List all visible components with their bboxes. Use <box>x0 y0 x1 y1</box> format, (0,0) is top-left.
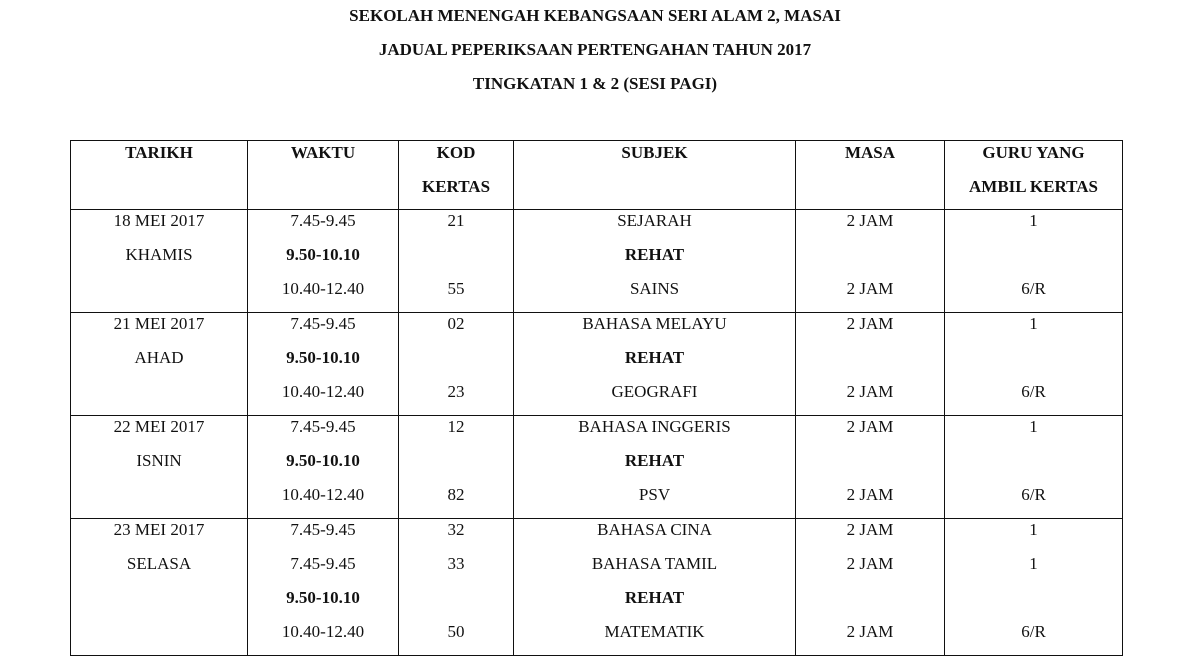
subjek-value: REHAT <box>624 451 685 470</box>
kod-value: 12 <box>447 417 465 436</box>
masa-value: 2 JAM <box>846 520 894 539</box>
date-cell <box>71 210 248 313</box>
paper-code-cell <box>399 416 514 519</box>
duration-cell <box>796 519 945 656</box>
kod-value: 55 <box>447 279 465 298</box>
kod-value <box>399 450 513 484</box>
subject-cell <box>514 519 796 656</box>
waktu-value: 7.45-9.45 <box>290 554 356 573</box>
exam-day: AHAD <box>134 348 184 367</box>
teacher-cell <box>945 313 1123 416</box>
subjek-value: SEJARAH <box>617 211 692 230</box>
kod-value: 32 <box>447 520 465 539</box>
masa-value: 2 JAM <box>846 382 894 401</box>
exam-date: 21 MEI 2017 <box>113 314 205 333</box>
paper-code-cell <box>399 210 514 313</box>
exam-day: SELASA <box>126 554 192 573</box>
time-cell <box>248 210 399 313</box>
kod-value: 23 <box>447 382 465 401</box>
kod-value: 21 <box>447 211 465 230</box>
waktu-value: 10.40-12.40 <box>281 485 365 504</box>
waktu-value: 7.45-9.45 <box>290 417 356 436</box>
guru-value: 1 <box>1029 417 1038 436</box>
waktu-value: 7.45-9.45 <box>290 211 356 230</box>
masa-value <box>796 450 944 484</box>
duration-cell <box>796 210 945 313</box>
header-kod-kertas: KOD KERTAS <box>399 141 514 210</box>
table-row <box>71 416 1123 519</box>
waktu-value: 9.50-10.10 <box>286 451 360 470</box>
waktu-value: 10.40-12.40 <box>281 279 365 298</box>
time-cell <box>248 519 399 656</box>
guru-value: 1 <box>1029 211 1038 230</box>
masa-value: 2 JAM <box>846 622 894 641</box>
subjek-value: BAHASA MELAYU <box>582 314 727 333</box>
guru-value: 6/R <box>1021 485 1046 504</box>
header-tarikh: TARIKH <box>71 141 248 210</box>
guru-value: 1 <box>1029 520 1038 539</box>
schedule-title: JADUAL PEPERIKSAAN PERTENGAHAN TAHUN 2017 <box>378 40 812 59</box>
masa-value <box>796 347 944 381</box>
paper-code-cell <box>399 519 514 656</box>
guru-value <box>945 244 1122 278</box>
masa-value: 2 JAM <box>846 485 894 504</box>
table-row <box>71 210 1123 313</box>
exam-date: 22 MEI 2017 <box>113 417 205 436</box>
masa-value <box>796 244 944 278</box>
subjek-value: BAHASA INGGERIS <box>578 417 731 436</box>
session-subtitle: TINGKATAN 1 & 2 (SESI PAGI) <box>472 74 718 93</box>
guru-value: 1 <box>1029 554 1038 573</box>
subject-cell <box>514 416 796 519</box>
subjek-value: BAHASA CINA <box>597 520 712 539</box>
guru-value: 1 <box>1029 314 1038 333</box>
paper-code-cell <box>399 313 514 416</box>
masa-value: 2 JAM <box>846 279 894 298</box>
guru-value: 6/R <box>1021 279 1046 298</box>
subject-cell <box>514 210 796 313</box>
exam-day: KHAMIS <box>125 245 193 264</box>
masa-value: 2 JAM <box>846 417 894 436</box>
exam-date: 18 MEI 2017 <box>113 211 205 230</box>
teacher-cell <box>945 519 1123 656</box>
subjek-value: BAHASA TAMIL <box>591 554 718 573</box>
table-row <box>71 519 1123 656</box>
time-cell <box>248 313 399 416</box>
date-cell <box>71 416 248 519</box>
kod-value: 33 <box>447 554 465 573</box>
kod-value: 82 <box>447 485 465 504</box>
masa-value <box>796 587 944 621</box>
subjek-value: REHAT <box>624 588 685 607</box>
kod-value <box>399 244 513 278</box>
waktu-value: 9.50-10.10 <box>286 588 360 607</box>
duration-cell <box>796 416 945 519</box>
subjek-value: PSV <box>638 485 671 504</box>
waktu-value: 7.45-9.45 <box>290 314 356 333</box>
time-cell <box>248 416 399 519</box>
exam-date: 23 MEI 2017 <box>113 520 205 539</box>
waktu-value: 7.45-9.45 <box>290 520 356 539</box>
header-waktu: WAKTU <box>248 141 399 210</box>
header-masa: MASA <box>796 141 945 210</box>
exam-schedule-table <box>70 140 1123 656</box>
header-guru: GURU YANG AMBIL KERTAS <box>945 141 1123 210</box>
header-subjek: SUBJEK <box>514 141 796 210</box>
subjek-value: SAINS <box>629 279 680 298</box>
kod-value <box>399 587 513 621</box>
subjek-value: MATEMATIK <box>604 622 705 641</box>
teacher-cell <box>945 416 1123 519</box>
waktu-value: 10.40-12.40 <box>281 622 365 641</box>
date-cell <box>71 313 248 416</box>
kod-value <box>399 347 513 381</box>
exam-day: ISNIN <box>136 451 182 470</box>
school-name-title: SEKOLAH MENENGAH KEBANGSAAN SERI ALAM 2, MASAI <box>349 6 841 25</box>
subjek-value: REHAT <box>624 348 685 367</box>
guru-value <box>945 450 1122 484</box>
guru-value <box>945 347 1122 381</box>
kod-value: 50 <box>447 622 465 641</box>
subjek-value: REHAT <box>624 245 685 264</box>
duration-cell <box>796 313 945 416</box>
guru-value: 6/R <box>1021 382 1046 401</box>
waktu-value: 9.50-10.10 <box>286 348 360 367</box>
masa-value: 2 JAM <box>846 314 894 333</box>
guru-value: 6/R <box>1021 622 1046 641</box>
masa-value: 2 JAM <box>846 211 894 230</box>
table-row <box>71 313 1123 416</box>
masa-value: 2 JAM <box>846 554 894 573</box>
guru-value <box>945 587 1122 621</box>
waktu-value: 10.40-12.40 <box>281 382 365 401</box>
kod-value: 02 <box>447 314 465 333</box>
subject-cell <box>514 313 796 416</box>
teacher-cell <box>945 210 1123 313</box>
date-cell <box>71 519 248 656</box>
subjek-value: GEOGRAFI <box>611 382 698 401</box>
table-header-row <box>71 141 1123 210</box>
waktu-value: 9.50-10.10 <box>286 245 360 264</box>
